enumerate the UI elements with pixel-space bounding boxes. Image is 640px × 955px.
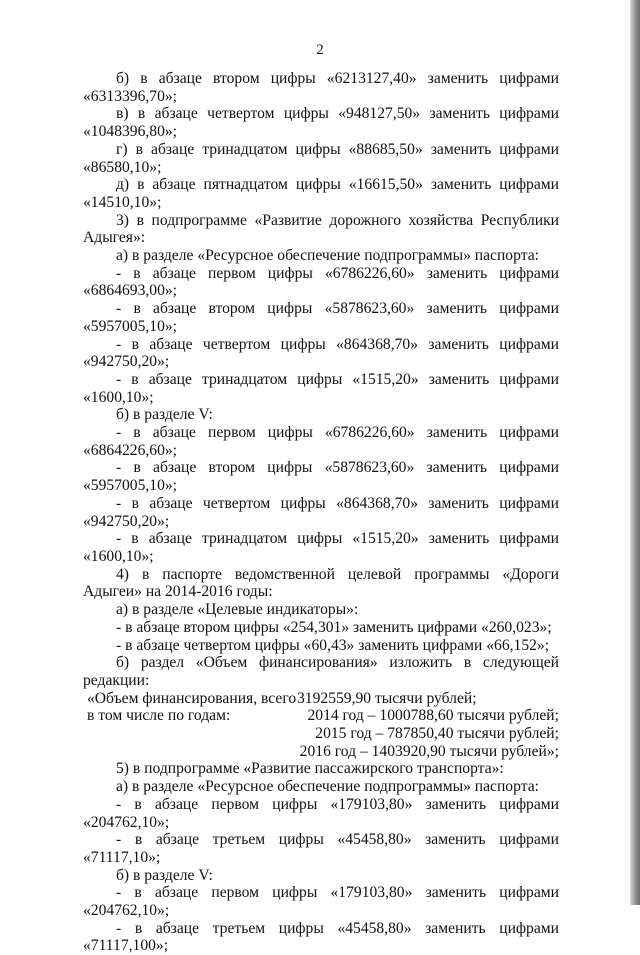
- paragraph: 5) в подпрограмме «Развитие пассажирского транспорта»:: [116, 760, 504, 778]
- page-number: 2: [316, 42, 324, 58]
- paragraph: - в абзаце втором цифры «5878623,60» заменить цифрами «5957005,10»;: [83, 459, 559, 495]
- paragraph: - в абзаце первом цифры «6786226,60» заменить цифрами «6864693,00»;: [83, 264, 559, 300]
- paragraph: - в абзаце третьем цифры «45458,80» заменить цифрами «71117,10»;: [83, 831, 559, 866]
- paragraph: - в абзаце тринадцатом цифры «1515,20» заменить цифрами «1600,10»;: [83, 370, 559, 406]
- paragraph: - в абзаце третьем цифры «45458,80» заменить цифрами «71117,100»;: [83, 919, 559, 955]
- paragraph: - в абзаце четвертом цифры «864368,70» заменить цифрами «942750,20»;: [83, 494, 559, 530]
- paragraph: - в абзаце втором цифры «5878623,60» заменить цифрами «5957005,10»;: [83, 300, 559, 335]
- amendment-paragraphs-after: [83, 760, 559, 955]
- paragraph: б) в разделе V:: [116, 406, 213, 424]
- paragraph: - в абзаце втором цифры «254,301» заменить цифрами «260,023»;: [116, 618, 552, 636]
- financing-label-line2: в том числе по годам:: [87, 707, 231, 725]
- paragraph: а) в разделе «Целевые индикаторы»:: [116, 601, 359, 619]
- financing-block: [83, 690, 559, 761]
- financing-total: 3192559,90 тысячи рублей;: [297, 689, 477, 707]
- paragraph: - в абзаце первом цифры «6786226,60» заменить цифрами «6864226,60»;: [83, 424, 559, 459]
- paragraph: - в абзаце тринадцатом цифры «1515,20» заменить цифрами «1600,10»;: [83, 530, 559, 565]
- financing-2015: 2015 год – 787850,40 тысячи рублей;: [315, 725, 559, 743]
- paragraph: а) в разделе «Ресурсное обеспечение подпрограммы» паспорта:: [116, 247, 539, 265]
- amendment-paragraphs: [83, 70, 559, 690]
- paragraph: д) в абзаце пятнадцатом цифры «16615,50» заменить цифрами «14510,10»;: [83, 176, 559, 211]
- paragraph: - в абзаце первом цифры «179103,80» заменить цифрами «204762,10»;: [83, 884, 559, 920]
- paragraph: в) в абзаце четвертом цифры «948127,50» заменить цифрами «1048396,80»;: [83, 105, 559, 141]
- paragraph: б) в разделе V:: [116, 866, 213, 884]
- paragraph: - в абзаце четвертом цифры «60,43» заменить цифрами «66,152»;: [116, 636, 550, 654]
- paragraph: г) в абзаце тринадцатом цифры «88685,50» заменить цифрами «86580,10»;: [83, 140, 559, 176]
- paragraph: б) в абзаце втором цифры «6213127,40» заменить цифрами «6313396,70»;: [83, 70, 559, 105]
- paragraph: 3) в подпрограмме «Развитие дорожного хозяйства Республики Адыгея»:: [83, 211, 559, 247]
- paragraph: - в абзаце четвертом цифры «864368,70» заменить цифрами «942750,20»;: [83, 335, 559, 371]
- paragraph: б) раздел «Объем финансирования» изложить в следующей редакции:: [83, 654, 559, 689]
- financing-2016: 2016 год – 1403920,90 тысячи рублей»;: [299, 742, 559, 760]
- paragraph: а) в разделе «Ресурсное обеспечение подпрограммы» паспорта:: [116, 778, 539, 796]
- financing-label-line1: «Объем финансирования, всего: [87, 689, 297, 707]
- financing-2014: 2014 год – 1000788,60 тысячи рублей;: [307, 707, 559, 725]
- paragraph: 4) в паспорте ведомственной целевой программы «Дороги Адыгеи» на 2014-2016 годы:: [83, 565, 559, 601]
- paragraph: - в абзаце первом цифры «179103,80» заменить цифрами «204762,10»;: [83, 795, 559, 831]
- page-edge-shadow: [630, 0, 640, 905]
- document-body: [83, 70, 559, 955]
